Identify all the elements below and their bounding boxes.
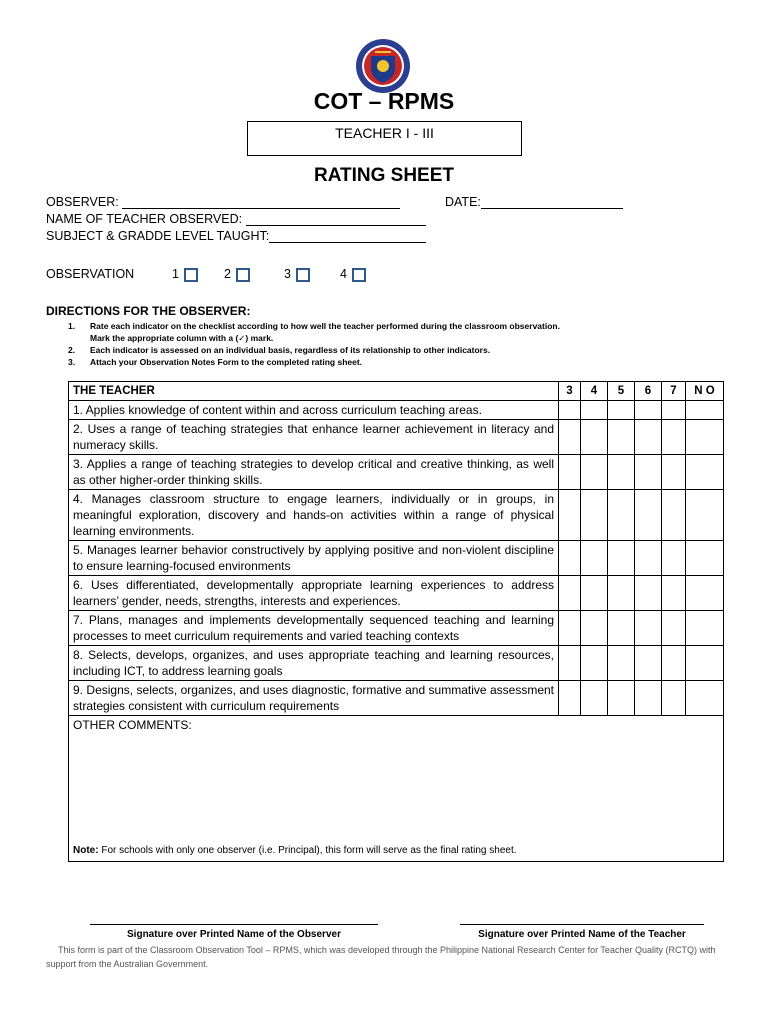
observer-signature-label: Signature over Printed Name of the Observer xyxy=(127,929,341,940)
rating-cell[interactable] xyxy=(608,576,635,611)
rating-cell[interactable] xyxy=(662,646,686,681)
observer-signature-line[interactable] xyxy=(90,924,378,925)
rating-cell[interactable] xyxy=(581,401,608,420)
indicator-text: 7. Plans, manages and implements developmentally sequenced teaching and learning processes to meet curriculum requirements and varied teaching contexts xyxy=(69,611,559,646)
table-row xyxy=(69,611,724,646)
column-header-4: 4 xyxy=(581,382,608,401)
rating-cell[interactable] xyxy=(635,576,662,611)
indicator-text: 3. Applies a range of teaching strategies to develop critical and creative thinking, as well as other higher-order thinking skills. xyxy=(69,455,559,490)
indicator-text: 9. Designs, selects, organizes, and uses diagnostic, formative and summative assessment strategies consistent with curriculum requirements xyxy=(69,681,559,716)
rating-cell[interactable] xyxy=(581,420,608,455)
footer-text: This form is part of the Classroom Observation Tool – RPMS, which was developed through the Philippine National Research Center for Teacher Quality (RCTQ) with support from the Australian Government. xyxy=(46,945,716,969)
rating-cell[interactable] xyxy=(608,490,635,541)
directions-item: 2. Each indicator is assessed on an individual basis, regardless of its relationship to other indicators. xyxy=(68,345,491,355)
table-row xyxy=(69,576,724,611)
teacher-level-box: TEACHER I - III xyxy=(247,121,522,156)
teacher-name-label: NAME OF TEACHER OBSERVED: xyxy=(46,212,243,226)
rating-cell[interactable] xyxy=(581,490,608,541)
observation-option-1[interactable]: 1 xyxy=(172,267,198,282)
rating-cell[interactable] xyxy=(608,646,635,681)
table-row xyxy=(69,401,724,420)
indicator-text: 2. Uses a range of teaching strategies that enhance learner achievement in literacy and numeracy skills. xyxy=(69,420,559,455)
column-header-no: N O xyxy=(686,382,724,401)
rating-cell[interactable] xyxy=(608,541,635,576)
teacher-signature-label: Signature over Printed Name of the Teacher xyxy=(478,929,686,940)
rating-cell[interactable] xyxy=(608,681,635,716)
indicator-text: 6. Uses differentiated, developmentally appropriate learning experiences to address learners’ gender, needs, strengths, interests and experiences. xyxy=(69,576,559,611)
rating-cell[interactable] xyxy=(686,401,724,420)
checkbox[interactable] xyxy=(352,268,366,282)
rating-cell[interactable] xyxy=(559,611,581,646)
indicator-text: 8. Selects, develops, organizes, and uses appropriate teaching and learning resources, including ICT, to address learning goals xyxy=(69,646,559,681)
column-header-7: 7 xyxy=(662,382,686,401)
indicator-text: 5. Manages learner behavior constructively by applying positive and non-violent discipline to ensure learning-focused environments xyxy=(69,541,559,576)
rating-cell[interactable] xyxy=(686,576,724,611)
table-row xyxy=(69,420,724,455)
rating-cell[interactable] xyxy=(581,611,608,646)
directions-item: 1. Rate each indicator on the checklist according to how well the teacher performed during the classroom observation. xyxy=(68,321,560,331)
table-row xyxy=(69,455,724,490)
checkbox[interactable] xyxy=(296,268,310,282)
note-text: Note: For schools with only one observer (i.e. Principal), this form will serve as the final rating sheet. xyxy=(73,845,517,856)
indicator-text: 1. Applies knowledge of content within and across curriculum teaching areas. xyxy=(69,401,559,420)
rating-cell[interactable] xyxy=(559,646,581,681)
date-field[interactable] xyxy=(445,195,623,209)
page-title: COT – RPMS xyxy=(313,88,455,114)
directions-title: DIRECTIONS FOR THE OBSERVER: xyxy=(46,304,251,318)
rating-cell[interactable] xyxy=(686,646,724,681)
date-label: DATE: xyxy=(445,195,481,209)
observation-option-2[interactable]: 2 xyxy=(224,267,250,282)
rating-cell[interactable] xyxy=(608,611,635,646)
rating-cell[interactable] xyxy=(608,401,635,420)
other-comments-field[interactable] xyxy=(69,716,724,862)
rating-cell[interactable] xyxy=(559,420,581,455)
rating-cell[interactable] xyxy=(581,541,608,576)
rating-cell[interactable] xyxy=(581,455,608,490)
rating-cell[interactable] xyxy=(662,681,686,716)
column-header-6: 6 xyxy=(635,382,662,401)
table-row xyxy=(69,490,724,541)
directions-item: 3. Attach your Observation Notes Form to the completed rating sheet. xyxy=(68,357,363,367)
observation-label: OBSERVATION xyxy=(46,267,135,281)
subject-line xyxy=(269,230,426,243)
checkbox[interactable] xyxy=(236,268,250,282)
directions-list xyxy=(68,320,628,368)
rating-cell[interactable] xyxy=(559,401,581,420)
rating-cell[interactable] xyxy=(608,420,635,455)
rating-cell[interactable] xyxy=(662,401,686,420)
rating-cell[interactable] xyxy=(662,455,686,490)
rating-cell[interactable] xyxy=(635,646,662,681)
rating-cell[interactable] xyxy=(635,455,662,490)
rating-cell[interactable] xyxy=(581,646,608,681)
subject-label: SUBJECT & GRADDE LEVEL TAUGHT: xyxy=(46,229,270,243)
rating-cell[interactable] xyxy=(559,490,581,541)
column-header-5: 5 xyxy=(608,382,635,401)
rating-cell[interactable] xyxy=(686,611,724,646)
table-row xyxy=(69,541,724,576)
column-header-3: 3 xyxy=(559,382,581,401)
rating-cell[interactable] xyxy=(686,420,724,455)
observation-option-4[interactable]: 4 xyxy=(340,267,366,282)
rating-cell[interactable] xyxy=(635,681,662,716)
observer-line xyxy=(122,196,400,209)
subject-field[interactable] xyxy=(46,229,426,243)
rating-cell[interactable] xyxy=(635,611,662,646)
rating-cell[interactable] xyxy=(686,455,724,490)
rating-cell[interactable] xyxy=(635,401,662,420)
teacher-signature-line[interactable] xyxy=(460,924,704,925)
rating-cell[interactable] xyxy=(559,681,581,716)
table-row xyxy=(69,646,724,681)
rating-cell[interactable] xyxy=(686,541,724,576)
indicator-text: 4. Manages classroom structure to engage learners, individually or in groups, in meaningful exploration, discovery and hands-on activities within a range of physical learning environments. xyxy=(69,490,559,541)
deped-seal-icon xyxy=(355,38,411,94)
directions-item: Mark the appropriate column with a (✓) mark. xyxy=(90,333,274,343)
rating-cell[interactable] xyxy=(635,490,662,541)
observer-field[interactable] xyxy=(46,195,400,209)
rating-cell[interactable] xyxy=(581,681,608,716)
rating-cell[interactable] xyxy=(635,420,662,455)
rating-cell[interactable] xyxy=(662,611,686,646)
date-line xyxy=(481,196,623,209)
observation-option-3[interactable]: 3 xyxy=(284,267,310,282)
rating-cell[interactable] xyxy=(686,681,724,716)
teacher-name-field[interactable] xyxy=(46,212,426,226)
table-header-row xyxy=(69,382,724,401)
teacher-name-line xyxy=(246,213,426,226)
checkbox[interactable] xyxy=(184,268,198,282)
rating-cell[interactable] xyxy=(559,455,581,490)
rating-cell[interactable] xyxy=(686,490,724,541)
rating-cell[interactable] xyxy=(662,490,686,541)
other-comments-label: OTHER COMMENTS: xyxy=(73,718,192,732)
table-row xyxy=(69,681,724,716)
column-header-teacher: THE TEACHER xyxy=(69,382,559,401)
rating-cell[interactable] xyxy=(608,455,635,490)
comments-row xyxy=(69,716,724,862)
rating-cell[interactable] xyxy=(559,576,581,611)
observer-label: OBSERVER: xyxy=(46,195,119,209)
page-subtitle: RATING SHEET xyxy=(313,165,455,186)
rating-table xyxy=(68,381,724,862)
rating-cell[interactable] xyxy=(662,420,686,455)
rating-cell[interactable] xyxy=(662,576,686,611)
rating-cell[interactable] xyxy=(581,576,608,611)
rating-cell[interactable] xyxy=(635,541,662,576)
observation-row xyxy=(46,267,446,287)
rating-cell[interactable] xyxy=(559,541,581,576)
rating-cell[interactable] xyxy=(662,541,686,576)
